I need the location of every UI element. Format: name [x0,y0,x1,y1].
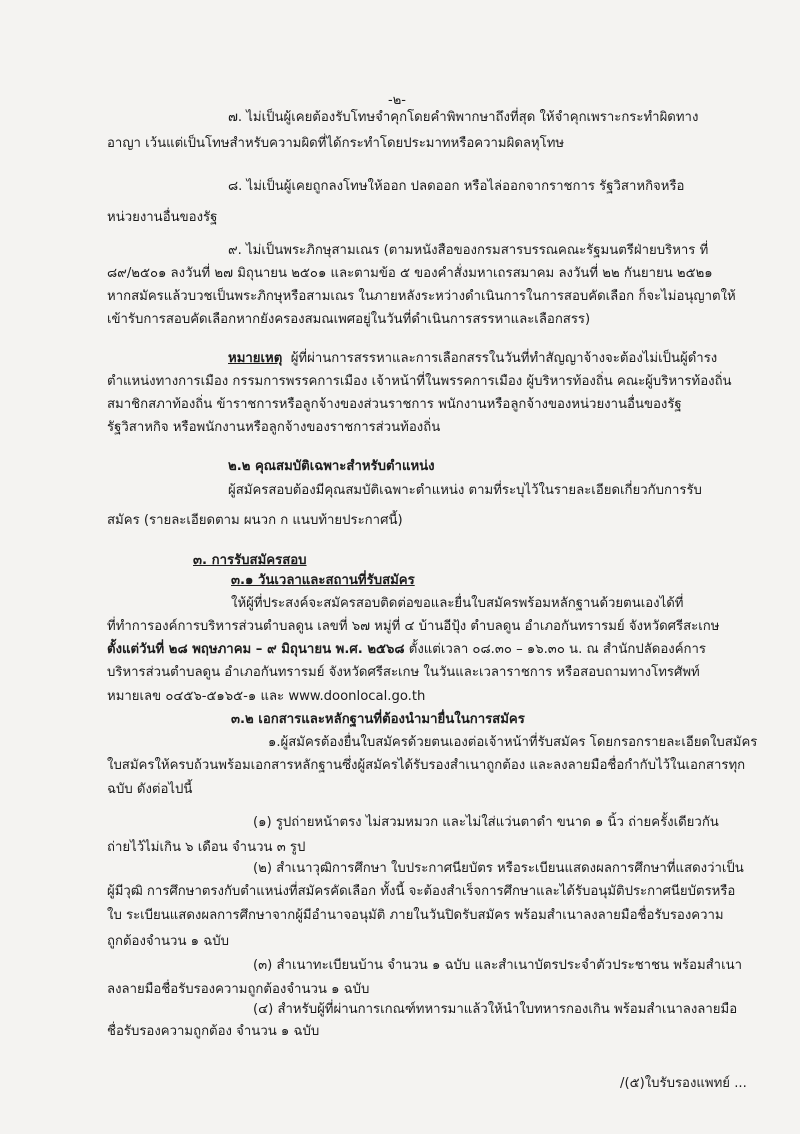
doc2-line1: (๒) สำเนาวุฒิการศึกษา ใบประกาศนียบัตร หรือระเบียนแสดงผลการศึกษาที่แสดงว่าเป็น [253,861,744,876]
doc2-line2: ผู้มีวุฒิ การศึกษาตรงกับตำแหน่งที่สมัครคัดเลือก ทั้งนี้ จะต้องสำเร็จการศึกษาและได้รับอนุมัติประกาศนียบัตรหรือ [107,884,736,899]
doc2-line4: ถูกต้องจำนวน ๑ ฉบับ [107,934,229,949]
note-first: ผู้ที่ผ่านการสรรหาและการเลือกสรรในวันที่ทำสัญญาจ้างจะต้องไม่เป็นผู้ดำรง [290,351,718,366]
section-3-1-heading: ๓.๑ วันเวลาและสถานที่รับสมัคร [231,573,415,588]
application-dates: ตั้งแต่วันที่ ๒๘ พฤษภาคม – ๙ มิถุนายน พ.ศ. ๒๕๖๘ [107,642,405,657]
note-line3: สมาชิกสภาท้องถิ่น ข้าราชการหรือลูกจ้างของส่วนราชการ พนักงานหรือลูกจ้างของหน่วยงานอื่นของรัฐ [107,397,682,412]
page-number: -๒- [388,93,406,108]
note-line2: ตำแหน่งทางการเมือง กรรมการพรรคการเมือง เจ้าหน้าที่ในพรรคการเมือง ผู้บริหารท้องถิ่น คณะผู้บริหารท้องถิ่น [107,374,732,389]
note-label: หมายเหตุ [228,351,283,366]
section-3-1-line2: ที่ทำการองค์การบริหารส่วนตำบลดูน เลขที่ ๖๗ หมู่ที่ ๔ บ้านอีปุ้ง ตำบลดูน อำเภอกันทรารมย์ จังหวัดศรีสะเกษ [107,619,720,634]
note-line1 [228,350,717,368]
item7-line2: อาญา เว้นแต่เป็นโทษสำหรับความผิดที่ได้กระทำโดยประมาทหรือความผิดลหุโทษ [107,136,565,151]
section-2-2-heading: ๒.๒ คุณสมบัติเฉพาะสำหรับตำแหน่ง [228,459,435,474]
section-3-1-line3 [107,641,706,659]
section-3-2-intro2: ใบสมัครให้ครบถ้วนพร้อมเอกสารหลักฐานซึ่งผู้สมัครได้รับรองสำเนาถูกต้อง และลงลายมือชื่อกำกับไว้ในเอกสารทุก [107,758,746,773]
item9-line2: ๘๙/๒๕๐๑ ลงวันที่ ๒๗ มิถุนายน ๒๕๐๑ และตามข้อ ๕ ของคำสั่งมหาเถรสมาคม ลงวันที่ ๒๒ กันยายน ๒๕๒๑ [107,266,713,281]
section-3-2-heading: ๓.๒ เอกสารและหลักฐานที่ต้องนำมายื่นในการสมัคร [231,712,525,727]
doc4-line2: ชื่อรับรองความถูกต้อง จำนวน ๑ ฉบับ [107,1024,320,1039]
doc1-line1: (๑) รูปถ่ายหน้าตรง ไม่สวมหมวก และไม่ใส่แว่นตาดำ ขนาด ๑ นิ้ว ถ่ายครั้งเดียวกัน [253,815,719,830]
section-3-2-intro3: ฉบับ ดังต่อไปนี้ [107,782,193,797]
doc1-line2: ถ่ายไว้ไม่เกิน ๖ เดือน จำนวน ๓ รูป [107,840,306,855]
doc2-line3: ใบ ระเบียนแสดงผลการศึกษาจากผู้มีอำนาจอนุมัติ ภายในวันปิดรับสมัคร พร้อมสำเนาลงลายมือชื่อรับรองความ [107,908,724,923]
item8-line1: ๘. ไม่เป็นผู้เคยถูกลงโทษให้ออก ปลดออก หรือไล่ออกจากราชการ รัฐวิสาหกิจหรือ [228,179,685,194]
item9-line4: เข้ารับการสอบคัดเลือกหากยังครองสมณเพศอยู่ในวันที่ดำเนินการสรรหาและเลือกสรร) [107,312,591,327]
continuation-note: /(๕)ใบรับรองแพทย์ ... [620,1076,747,1091]
item9-line3: หากสมัครแล้วบวชเป็นพระภิกษุหรือสามเณร ในภายหลังระหว่างดำเนินการในการสอบคัดเลือก ก็จะไม่อนุญาตให้ [107,289,736,304]
section-3-1-line1: ให้ผู้ที่ประสงค์จะสมัครสอบติดต่อขอและยื่นใบสมัครพร้อมหลักฐานด้วยตนเองได้ที่ [231,596,684,611]
doc4-line1: (๔) สำหรับผู้ที่ผ่านการเกณฑ์ทหารมาแล้วให้นำใบทหารกองเกิน พร้อมสำเนาลงลายมือ [253,1002,738,1017]
section-3-2-intro1: ๑.ผู้สมัครต้องยื่นใบสมัครด้วยตนเองต่อเจ้าหน้าที่รับสมัคร โดยกรอกรายละเอียดใบสมัคร [268,735,758,750]
section-2-2-line2: สมัคร (รายละเอียดตาม ผนวก ก แนบท้ายประกาศนี้) [107,513,403,528]
item9-line1: ๙. ไม่เป็นพระภิกษุสามเณร (ตามหนังสือของกรมสารบรรณคณะรัฐมนตรีฝ่ายบริหาร ที่ [228,243,709,258]
application-hours: ตั้งแต่เวลา ๐๘.๓๐ – ๑๖.๓๐ น. ณ สำนักปลัดองค์การ [404,642,707,657]
item8-line2: หน่วยงานอื่นของรัฐ [107,210,218,225]
section-3-heading: ๓. การรับสมัครสอบ [193,553,307,568]
doc3-line1: (๓) สำเนาทะเบียนบ้าน จำนวน ๑ ฉบับ และสำเนาบัตรประจำตัวประชาชน พร้อมสำเนา [253,958,743,973]
section-3-1-line4: บริหารส่วนตำบลดูน อำเภอกันทรารมย์ จังหวัดศรีสะเกษ ในวันและเวลาราชการ หรือสอบถามทางโทรศัพท์ [107,665,700,680]
note-line4: รัฐวิสาหกิจ หรือพนักงานหรือลูกจ้างของราชการส่วนท้องถิ่น [107,420,441,435]
item7-line1: ๗. ไม่เป็นผู้เคยต้องรับโทษจำคุกโดยคำพิพากษาถึงที่สุด ให้จำคุกเพราะกระทำผิดทาง [228,110,699,125]
section-2-2-line1: ผู้สมัครสอบต้องมีคุณสมบัติเฉพาะตำแหน่ง ตามที่ระบุไว้ในรายละเอียดเกี่ยวกับการรับ [228,483,702,498]
section-3-1-line5: หมายเลข ๐๔๕๖-๕๑๖๕-๑ และ www.doonlocal.go.th [107,689,426,704]
doc3-line2: ลงลายมือชื่อรับรองความถูกต้องจำนวน ๑ ฉบับ [107,982,370,997]
